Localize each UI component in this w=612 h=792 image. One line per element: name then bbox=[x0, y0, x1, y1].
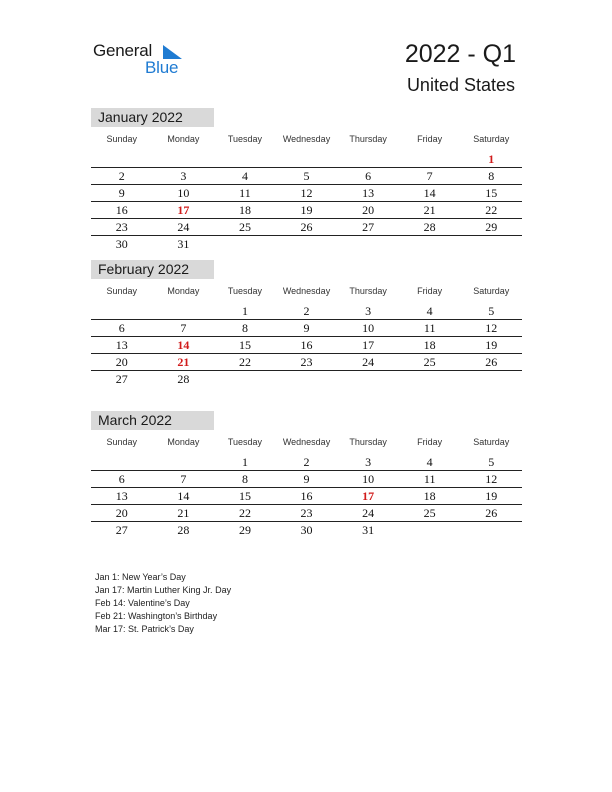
day-cell: 24 bbox=[362, 505, 375, 520]
day-cell: 11 bbox=[239, 185, 251, 200]
weekday-header: Thursday bbox=[349, 286, 387, 296]
day-cell: 20 bbox=[115, 354, 128, 369]
brand-logo bbox=[93, 41, 193, 81]
day-cell: 27 bbox=[115, 523, 128, 537]
weekday-header: Thursday bbox=[349, 437, 387, 447]
day-cell: 7 bbox=[180, 320, 187, 335]
holiday-list-item: Feb 14: Valentine’s Day bbox=[95, 598, 190, 608]
holiday-list-item: Jan 17: Martin Luther King Jr. Day bbox=[95, 585, 232, 595]
week-row bbox=[91, 488, 522, 505]
day-cell: 24 bbox=[362, 354, 375, 369]
holiday-day-cell: 21 bbox=[177, 354, 190, 369]
week-row bbox=[91, 185, 522, 202]
day-cell: 6 bbox=[365, 168, 372, 183]
logo-text-blue: Blue bbox=[145, 58, 179, 77]
day-cell: 19 bbox=[300, 202, 313, 217]
day-cell: 2 bbox=[303, 454, 310, 469]
day-cell: 24 bbox=[177, 219, 190, 234]
weekday-header: Monday bbox=[167, 437, 200, 447]
weekday-header: Friday bbox=[417, 134, 443, 144]
day-cell: 19 bbox=[485, 488, 498, 503]
week-row bbox=[91, 454, 522, 471]
day-cell: 28 bbox=[177, 372, 190, 386]
month-january bbox=[91, 108, 522, 253]
day-cell: 9 bbox=[303, 320, 310, 335]
month-march bbox=[91, 411, 522, 539]
day-cell: 2 bbox=[303, 303, 310, 318]
day-cell: 27 bbox=[115, 372, 128, 386]
day-cell: 8 bbox=[488, 168, 495, 183]
day-cell: 5 bbox=[303, 168, 310, 183]
weekday-header: Friday bbox=[417, 437, 443, 447]
day-cell: 9 bbox=[303, 471, 310, 486]
weekday-header-row bbox=[91, 127, 522, 151]
day-cell: 4 bbox=[241, 168, 248, 183]
week-row bbox=[91, 337, 522, 354]
weekday-header: Sunday bbox=[106, 437, 138, 447]
day-cell: 23 bbox=[115, 219, 128, 234]
day-cell: 19 bbox=[485, 337, 498, 352]
day-cell: 26 bbox=[485, 354, 498, 369]
week-row bbox=[91, 236, 522, 253]
day-cell: 25 bbox=[238, 219, 251, 234]
holiday-list-item: Feb 21: Washington’s Birthday bbox=[95, 611, 218, 621]
day-cell: 6 bbox=[118, 320, 125, 335]
weekday-header: Tuesday bbox=[227, 134, 263, 144]
day-cell: 10 bbox=[177, 185, 190, 200]
weekday-header: Wednesday bbox=[282, 286, 331, 296]
logo-text-general: General bbox=[93, 41, 153, 60]
day-cell: 16 bbox=[300, 488, 313, 503]
weekday-header: Wednesday bbox=[282, 437, 331, 447]
day-cell: 15 bbox=[238, 337, 251, 352]
holiday-day-cell: 1 bbox=[488, 151, 495, 166]
week-row bbox=[91, 505, 522, 522]
day-cell: 10 bbox=[362, 320, 375, 335]
day-cell: 7 bbox=[426, 168, 433, 183]
day-cell: 10 bbox=[362, 471, 375, 486]
day-cell: 25 bbox=[423, 505, 436, 520]
day-cell: 22 bbox=[238, 505, 251, 520]
day-cell: 18 bbox=[423, 488, 436, 503]
day-cell: 23 bbox=[300, 505, 313, 520]
holiday-day-cell: 17 bbox=[177, 202, 190, 217]
day-cell: 29 bbox=[485, 219, 498, 234]
day-cell: 22 bbox=[485, 202, 498, 217]
day-cell: 13 bbox=[362, 185, 375, 200]
weekday-header: Friday bbox=[417, 286, 443, 296]
day-cell: 5 bbox=[488, 303, 495, 318]
day-cell: 17 bbox=[362, 337, 375, 352]
week-row bbox=[91, 151, 522, 168]
day-cell: 27 bbox=[362, 219, 375, 234]
day-cell: 3 bbox=[365, 454, 372, 469]
week-row bbox=[91, 303, 522, 320]
holiday-day-cell: 17 bbox=[362, 488, 375, 503]
day-cell: 3 bbox=[180, 168, 187, 183]
day-cell: 4 bbox=[426, 303, 433, 318]
weekday-header: Saturday bbox=[473, 437, 510, 447]
day-cell: 18 bbox=[423, 337, 436, 352]
weekday-header: Thursday bbox=[349, 134, 387, 144]
day-cell: 8 bbox=[241, 320, 248, 335]
weekday-header: Monday bbox=[167, 286, 200, 296]
day-cell: 18 bbox=[238, 202, 251, 217]
day-cell: 14 bbox=[423, 185, 436, 200]
weekday-header: Sunday bbox=[106, 134, 138, 144]
day-cell: 23 bbox=[300, 354, 313, 369]
day-cell: 13 bbox=[115, 337, 128, 352]
day-cell: 26 bbox=[485, 505, 498, 520]
day-cell: 3 bbox=[365, 303, 372, 318]
day-cell: 25 bbox=[423, 354, 436, 369]
week-row bbox=[91, 219, 522, 236]
day-cell: 13 bbox=[115, 488, 128, 503]
day-cell: 12 bbox=[485, 320, 498, 335]
day-cell: 1 bbox=[241, 454, 248, 469]
day-cell: 5 bbox=[488, 454, 495, 469]
day-cell: 29 bbox=[238, 523, 251, 537]
day-cell: 31 bbox=[177, 237, 190, 251]
day-cell: 14 bbox=[177, 488, 190, 503]
day-cell: 8 bbox=[241, 471, 248, 486]
day-cell: 31 bbox=[362, 523, 375, 537]
country-name: United States bbox=[406, 75, 515, 95]
day-cell: 16 bbox=[115, 202, 128, 217]
month-label: January 2022 bbox=[91, 108, 214, 127]
day-cell: 7 bbox=[180, 471, 187, 486]
weekday-header: Monday bbox=[167, 134, 200, 144]
day-cell: 21 bbox=[177, 505, 190, 520]
day-cell: 12 bbox=[485, 471, 498, 486]
week-row bbox=[91, 522, 522, 539]
weekday-header: Saturday bbox=[473, 286, 510, 296]
day-cell: 11 bbox=[423, 320, 436, 335]
holiday-list-item: Mar 17: St. Patrick’s Day bbox=[95, 624, 194, 634]
month-label: March 2022 bbox=[91, 411, 214, 430]
day-cell: 11 bbox=[423, 471, 436, 486]
day-cell: 1 bbox=[241, 303, 248, 318]
day-cell: 15 bbox=[485, 185, 498, 200]
day-cell: 15 bbox=[238, 488, 251, 503]
holiday-list bbox=[95, 571, 231, 636]
day-cell: 6 bbox=[118, 471, 125, 486]
day-cell: 28 bbox=[423, 219, 436, 234]
holiday-list-item: Jan 1: New Year’s Day bbox=[95, 572, 186, 582]
weekday-header: Saturday bbox=[473, 134, 510, 144]
holiday-day-cell: 14 bbox=[177, 337, 190, 352]
weekday-header: Tuesday bbox=[227, 437, 263, 447]
week-row bbox=[91, 471, 522, 488]
weekday-header: Tuesday bbox=[227, 286, 263, 296]
month-february bbox=[91, 260, 522, 388]
day-cell: 28 bbox=[177, 523, 190, 537]
day-cell: 22 bbox=[238, 354, 251, 369]
day-cell: 30 bbox=[300, 523, 313, 537]
weekday-header-row bbox=[91, 279, 522, 303]
week-row bbox=[91, 202, 522, 219]
weekday-header: Sunday bbox=[106, 286, 138, 296]
day-cell: 30 bbox=[115, 237, 128, 251]
day-cell: 12 bbox=[300, 185, 313, 200]
day-cell: 2 bbox=[118, 168, 125, 183]
weekday-header-row bbox=[91, 430, 522, 454]
weekday-header: Wednesday bbox=[282, 134, 331, 144]
day-cell: 4 bbox=[426, 454, 433, 469]
day-cell: 16 bbox=[300, 337, 313, 352]
day-cell: 20 bbox=[362, 202, 375, 217]
day-cell: 21 bbox=[423, 202, 436, 217]
week-row bbox=[91, 320, 522, 337]
week-row bbox=[91, 354, 522, 371]
day-cell: 26 bbox=[300, 219, 313, 234]
week-row bbox=[91, 168, 522, 185]
month-label: February 2022 bbox=[91, 260, 214, 279]
day-cell: 9 bbox=[118, 185, 125, 200]
week-row bbox=[91, 371, 522, 388]
quarter-title: 2022 - Q1 bbox=[404, 40, 516, 68]
day-cell: 20 bbox=[115, 505, 128, 520]
